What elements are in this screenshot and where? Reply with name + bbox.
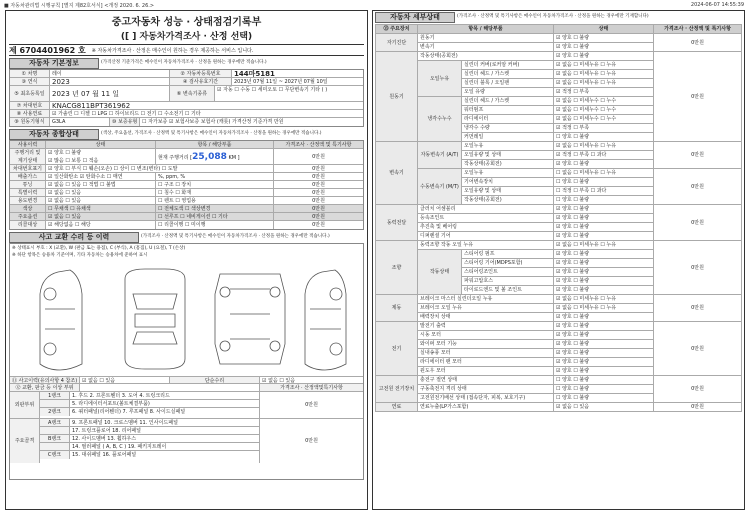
detail-item: 라디에이터 [462, 115, 554, 124]
label-warranty: ⑩ 보증유형 [110, 118, 140, 126]
label-tuning: 튜닝 [10, 181, 46, 188]
detail-status: ☑ 양호 ☐ 불량 [554, 34, 654, 43]
detail-item: 발전기 출력 [418, 322, 554, 331]
detail-group-label: 작동상태 [418, 250, 462, 295]
detail-row [376, 403, 742, 412]
detail-status: ☑ 양호 ☐ 불량 [554, 340, 654, 349]
label-emission: 배출가스 [10, 173, 46, 180]
state-color: ☐ 무채색 ☐ 유채색 [46, 205, 156, 212]
mileage-level: ☑ 많음 ☐ 보통 ☐ 적음 [48, 158, 99, 164]
label-car-name: ① 차명 [10, 70, 50, 77]
accident-legend-1: ※ 상태표시 부호 : X (교환), W (판금 또는 용접), C (부식), A (흠집), U (요철), T (손상) [12, 246, 186, 251]
detail-item: 실린더 헤드 / 가스켓 [462, 70, 554, 79]
overall-header [9, 129, 364, 140]
accident-block [9, 243, 364, 480]
detail-device-label: 동력전달 [376, 205, 418, 241]
overall-title: 자동차 종합상태 [9, 129, 99, 140]
detail-item: 배력장치 상태 [418, 313, 554, 322]
right-panel [372, 10, 745, 510]
label-first-registration: ⑤ 최초등록일 [10, 86, 50, 101]
rank-b-parts: 12. 사이드멤버 13. 휠하우스 [72, 436, 137, 442]
detail-item: 충전구 절연 상태 [418, 376, 554, 385]
value-engine-type: G3LA [50, 118, 110, 126]
detail-status: ☑ 적정 ☐ 부족 [554, 124, 654, 133]
detail-status: ☑ 양호 ☐ 불량 [554, 250, 654, 259]
state-emission: ☑ 일산화탄소 ☑ 탄화수소 ☐ 매연 [46, 173, 156, 180]
price-main-frame: 0만원 [305, 438, 318, 444]
value-year: 2023 [50, 78, 170, 85]
detail-item: 와이퍼 모터 기능 [418, 340, 554, 349]
label-plate: ② 자동차등록번호 [170, 70, 232, 77]
detail-status: ☐ 적정 ☐ 부족 ☐ 과다 [554, 187, 654, 196]
top-bar [4, 2, 746, 10]
detail-price: 0만원 [654, 52, 742, 142]
detail-item: 동력조향 작동 오일 누유 [418, 241, 554, 250]
detail-row [376, 142, 742, 151]
label-mileage: 주행거리 및 계기상태 [10, 149, 46, 164]
value-vin: KNACG811BPT361962 [52, 102, 131, 109]
basic-info-note: (가격산정 기준가격은 매수인이 자동차가격조사 · 산정을 원하는 경우에만 적습니다.) [101, 60, 267, 65]
detail-status: ☑ 양호 ☐ 불량 [554, 367, 654, 376]
detail-status: ☑ 양호 ☐ 불량 [554, 223, 654, 232]
detail-header [375, 12, 742, 23]
label-outer-panel: 외판부위 [10, 392, 40, 418]
detail-row [376, 52, 742, 61]
detail-row [376, 205, 742, 214]
value-transmission: ☑ 자동 ☐ 수동 ☐ 세미오토 ☐ 무단변속기 기타 ( ) [217, 87, 328, 93]
detail-status: ☑ 양호 ☐ 불량 [554, 322, 654, 331]
detail-item: 라디에이터 팬 모터 [418, 358, 554, 367]
car-diagram [30, 264, 350, 374]
price-emission: 0만원 [312, 174, 325, 180]
detail-item: 등속조인트 [418, 214, 554, 223]
document-subtitle: ([ ] 자동차가격조사 · 산정 선택) [120, 32, 253, 42]
value-car-name: 레이 [50, 70, 170, 77]
label-year: ③ 연식 [10, 78, 50, 85]
print-timestamp: 2024-06-07 14:55:39 [690, 2, 744, 8]
label-parts-price: 가격조사 · 산정액및특기사항 [260, 384, 363, 391]
item-options: ☐ 선루프 ☐ 네비게이션 ☐ 기타 [156, 213, 274, 220]
price-options: 0만원 [312, 214, 325, 220]
value-plate: 144마5181 [234, 70, 275, 77]
price-tuning: 0만원 [312, 182, 325, 188]
rank-2: 2랭크 [40, 408, 70, 416]
detail-status: ☑ 양호 ☐ 불량 [554, 286, 654, 295]
label-vin: ⑦ 차대번호 [10, 102, 50, 109]
detail-item: 클러치 어셈블리 [418, 205, 554, 214]
mileage-state: ☑ 양호 ☐ 불량 [48, 150, 82, 156]
state-accident-history: ☑ 없음 ☐ 있음 [80, 377, 170, 383]
detail-status: ☑ 양호 ☐ 불량 [554, 205, 654, 214]
detail-status: ☑ 없음 ☐ 미세누수 ☐ 누수 [554, 115, 654, 124]
detail-status: ☑ 없음 ☐ 미세누유 ☐ 누유 [554, 142, 654, 151]
detail-item: 기어변속장치 [462, 178, 554, 187]
col-item: 항목 / 해당부품 [156, 141, 274, 148]
detail-table-wrap [375, 24, 742, 412]
accident-legend-2: ※ 하단 항목은 승용차 기준이며, 기타 자동차는 승용차에 준하여 표시 [12, 253, 148, 258]
price-color: 0만원 [312, 206, 325, 212]
detail-status: ☐ 양호 ☐ 불량 [554, 196, 654, 205]
form-reference: ■ 자동차관리법 시행규칙 [별지 제82호서식] <개정 2020. 6. 26.> [4, 3, 155, 9]
rank-2-parts: 6. 쿼터패널(리어휀더) 7. 루프패널 8. 사이드실패널 [72, 409, 186, 415]
detail-item: 오일누유 [462, 142, 554, 151]
detail-row [376, 376, 742, 385]
detail-status: ☑ 양호 ☐ 불량 [554, 349, 654, 358]
detail-price: 0만원 [654, 322, 742, 376]
document-title: 중고자동차 성능 · 상태점검기록부 [111, 17, 262, 28]
detail-row [376, 169, 742, 178]
label-options: 주요옵션 [10, 213, 46, 220]
detail-device-label: 연료 [376, 403, 418, 412]
detail-status: ☑ 없음 ☐ 있음 [554, 403, 654, 412]
price-recall: 0만원 [312, 222, 325, 228]
rank-a2-parts: 17. 트렁크플로어 18. 리어패널 [72, 428, 141, 434]
item-recall: ☐ 리콜이행 ☐ 미이행 [156, 221, 274, 229]
item-special-history: ☐ 침수 ☐ 화재 [156, 189, 274, 196]
label-color: 색상 [10, 205, 46, 212]
detail-item: 실린더 블록 / 오일팬 [462, 79, 554, 88]
detail-item: 구동축전지 격리 상태 [418, 385, 554, 394]
rank-1b [40, 400, 70, 407]
mileage-label: 현재 주행거리 [ [158, 155, 193, 161]
value-inspection-period: 2023년 07월 11일 ~ 2027년 07월 10일 [234, 79, 328, 85]
state-vin-mark: ☑ 양호 ☐ 부식 ☐ 훼손(오손) ☐ 상이 ☐ 변조(변타) ☐ 도말 [46, 165, 274, 172]
detail-group-label: 자동변속기 (A/T) [418, 142, 462, 169]
detail-item: 작동상태(공회전) [462, 196, 554, 205]
label-main-frame: 주요골격 [10, 419, 40, 463]
detail-item: 실내송풍 모터 [418, 349, 554, 358]
item-emission: %, ppm, % [156, 173, 274, 180]
state-recall: ☑ 해당없음 ☐ 해당 [46, 221, 156, 229]
col-status: 상태 [554, 25, 654, 34]
detail-table [375, 24, 742, 412]
col-part: 항목 / 해당부품 [418, 25, 554, 34]
document-number: 제 6704401962 호 [9, 45, 86, 55]
detail-item: 시동 모터 [418, 331, 554, 340]
detail-status: ☑ 양호 ☐ 불량 [554, 43, 654, 52]
detail-status: ☑ 적정 ☐ 부족 ☐ 과다 [554, 151, 654, 160]
rank-b2-parts: 14. 필러패널 ( A, B, C ) 19. 패키지트레이 [72, 444, 167, 450]
detail-group-label: 수동변속기 (M/T) [418, 169, 462, 205]
detail-item: 오일 유량 [462, 88, 554, 97]
item-usage-change: ☐ 렌트 ☐ 영업용 [156, 197, 274, 204]
accident-header [9, 232, 364, 243]
detail-status: ☑ 양호 ☐ 불량 [554, 358, 654, 367]
label-transmission: ⑥ 변속기종류 [170, 86, 215, 101]
detail-item: 고전원전기배선 상태 (접속단자, 피복, 보호기구) [418, 394, 554, 403]
state-tuning: ☑ 없음 ☐ 있음 ☐ 적법 ☐ 불법 [46, 181, 156, 188]
label-special-history: 특별이력 [10, 189, 46, 196]
detail-status: ☐ 양호 ☐ 불량 [554, 376, 654, 385]
detail-item: 변속기 [418, 43, 554, 52]
price-outer-panel: 0만원 [305, 402, 318, 408]
detail-status: ☑ 없음 ☐ 미세누수 ☐ 누수 [554, 97, 654, 106]
detail-note: (가격조사 · 산정액 및 특기사항은 매수인이 자동차가격조사 · 산정을 원하는 경우에만 기재합니다) [457, 14, 649, 19]
value-first-registration: 2023 년 07 월 11 일 [50, 86, 170, 101]
mileage-value: 25,088 [192, 152, 227, 162]
detail-status: ☐ 없음 ☐ 미세누유 ☐ 누유 [554, 169, 654, 178]
detail-item: 오일유량 및 상태 [462, 151, 554, 160]
state-options: ☑ 없음 ☐ 있음 [46, 213, 156, 220]
detail-item: 디퍼렌셜 기어 [418, 232, 554, 241]
rank-1: 1랭크 [40, 392, 70, 399]
detail-device-label: 전기 [376, 322, 418, 376]
detail-item: 연료누출(LP가스포함) [418, 403, 554, 412]
value-fuel: ☑ 가솔린 ☐ 디젤 ☐ LPG ☐ 하이브리드 ☐ 전기 ☐ 수소전기 ☐ 기타 [52, 111, 201, 117]
price-vin-mark: 0만원 [312, 166, 325, 172]
detail-device-label: 자기진단 [376, 34, 418, 52]
detail-item: 원동기 [418, 34, 554, 43]
detail-item: 타이로드엔드 및 볼 조인트 [462, 286, 554, 295]
detail-item: 실린더 헤드 / 가스켓 [462, 97, 554, 106]
col-detail-price: 가격조사 · 산정액 및 특기사항 [654, 25, 742, 34]
detail-row [376, 322, 742, 331]
label-simple-repair: 단순수리 [170, 377, 260, 383]
state-special-history: ☑ 없음 ☐ 있음 [46, 189, 156, 196]
overall-table: 사용이력 상태 항목 / 해당부품 가격조사 · 산정액 및 특기사항 주행거리 및 계기상태 ☑ 양호 ☐ 불량 ☑ 많음 ☐ 보통 ☐ 적음 현재 주행거리 [25,088 KM ] 0만원 차대번호표기 ☑ 양호 ☐ 부식 ☐ 훼손(오손) ☐ 상이 ☐ 변조(변타) ☐ 도말 0만원 배출가스 ☑ 일산화탄소 ☑ 탄화수소 ☐ 매연 %, ppm, % 0만원 튜닝 ☑ 없음 ☐ 있음 ☐ 적법 ☐ 불법 ☐ 구조 ☐ 장치 0만원 특별이력 ☑ 없음 ☐ 있음 ☐ 침수 ☐ 화재 0만원 용도변경 ☑ 없음 ☐ 있음 ☐ 렌트 ☐ 영업용 0만원 색상 ☐ 무채색 ☐ 유채색 ☐ 전체도색 ☐ 색상변경 0만원 주요옵션 ☑ 없음 ☐ 있음 ☐ 선루프 ☐ 네비게이션 ☐ 기타 0만원 리콜대상 ☑ 해당없음 ☐ 해당 ☐ 리콜이행 ☐ 미이행 0만원 [9, 140, 364, 230]
detail-status: ☑ 양호 ☐ 불량 [554, 331, 654, 340]
detail-item: 스티어링 기어(MDPS포함) [462, 259, 554, 268]
item-color: ☐ 전체도색 ☐ 색상변경 [156, 205, 274, 212]
detail-status: ☐ 양호 ☐ 불량 [554, 178, 654, 187]
detail-device-label: 조향 [376, 241, 418, 295]
rank-a-parts: 9. 프론트패널 10. 크로스멤버 11. 인사이드패널 [72, 420, 178, 426]
basic-info-header [9, 58, 364, 69]
col-device: ⑬ 주요장치 [376, 25, 418, 34]
label-recall: 리콜대상 [10, 221, 46, 229]
detail-price: 0만원 [654, 376, 742, 403]
detail-item: 브레이크 오일 누유 [418, 304, 554, 313]
detail-item: 오일누유 [462, 169, 554, 178]
detail-title: 자동차 세부상태 [375, 12, 455, 23]
rank-1b-parts: 5. 라디에이터서포트(볼트체결부품) [72, 401, 150, 407]
col-use-history: 사용이력 [10, 141, 46, 148]
detail-device-label: 변속기 [376, 142, 418, 205]
detail-item: 워터펌프 [462, 106, 554, 115]
detail-group-label: 오일누유 [418, 61, 462, 97]
basic-info-title: 자동차 기본정보 [9, 58, 99, 69]
left-panel [5, 10, 368, 510]
detail-device-label: 고전원 전기장치 [376, 376, 418, 403]
detail-status: ☑ 양호 ☐ 불량 [554, 214, 654, 223]
document-note: ※ 자동차가격조사 · 산정은 매수인이 원하는 경우 제공하는 서비스 입니다. [91, 47, 254, 54]
label-vin-mark: 차대번호표기 [10, 165, 46, 172]
state-usage-change: ☑ 없음 ☐ 있음 [46, 197, 156, 204]
detail-status: ☑ 없음 ☐ 미세누유 ☐ 누유 [554, 304, 654, 313]
detail-price: 0만원 [654, 403, 742, 412]
detail-item: 추진축 및 베어링 [418, 223, 554, 232]
detail-status: ☑ 양호 ☐ 불량 [554, 259, 654, 268]
detail-item: 윈도우 모터 [418, 367, 554, 376]
detail-price: 0만원 [654, 34, 742, 52]
state-simple-repair: ☑ 없음 ☐ 있음 [262, 378, 296, 383]
detail-status: ☑ 없음 ☐ 미세누유 ☐ 누유 [554, 79, 654, 88]
rank-b: B랭크 [40, 435, 70, 442]
basic-info-table [9, 69, 364, 127]
detail-price: 0만원 [654, 241, 742, 295]
detail-status: ☑ 양호 ☐ 불량 [554, 160, 654, 169]
price-mileage: 0만원 [312, 154, 325, 160]
detail-price: 0만원 [654, 142, 742, 169]
detail-group-label: 냉각수누수 [418, 97, 462, 142]
rank-c-parts: 15. 대쉬패널 16. 플로어패널 [72, 452, 137, 458]
detail-row [376, 295, 742, 304]
detail-status: ☑ 없음 ☐ 미세누유 ☐ 누유 [554, 61, 654, 70]
label-usage-change: 용도변경 [10, 197, 46, 204]
rank-a: A랭크 [40, 419, 70, 426]
detail-item: 실린더 커버(로커암 커버) [462, 61, 554, 70]
price-usage-change: 0만원 [312, 198, 325, 204]
detail-item: 스티어링조인트 [462, 268, 554, 277]
detail-device-label: 제동 [376, 295, 418, 322]
detail-price: 0만원 [654, 205, 742, 241]
detail-item: 오일유량 및 상태 [462, 187, 554, 196]
item-tuning: ☐ 구조 ☐ 장치 [156, 181, 274, 188]
detail-item: 커먼레일 [462, 133, 554, 142]
detail-item: 작동상태(공회전) [462, 160, 554, 169]
detail-status: ☑ 양호 ☐ 불량 [554, 52, 654, 61]
overall-note: (색상, 주요옵션, 가격조사 · 산정액 및 특기사항은 매수인이 자동차가격조사 · 산정을 원하는 경우에만 적습니다.) [101, 131, 322, 136]
detail-status: ☑ 적정 ☐ 부족 [554, 88, 654, 97]
detail-status: ☐ 양호 ☐ 불량 [554, 133, 654, 142]
accident-note: (가격조사 · 산정액 및 특기사항은 매수인이 자동차가격조사 · 산정을 원하는 경우에만 적습니다.) [141, 234, 330, 239]
detail-item: 브레이크 마스터 실린더오일 누유 [418, 295, 554, 304]
rank-b2 [40, 443, 70, 450]
detail-status: ☑ 없음 ☐ 미세누유 ☐ 누유 [554, 70, 654, 79]
detail-status: ☐ 양호 ☐ 불량 [554, 394, 654, 403]
rank-1-parts: 1. 후드 2. 프론트휀더 3. 도어 4. 트렁크리드 [72, 393, 170, 399]
detail-row [376, 34, 742, 43]
label-engine-type: ⑨ 원동기형식 [10, 118, 50, 126]
label-abnormal-parts: ⑫ 교환, 판금 등 이상 부위 [10, 384, 80, 391]
detail-price: 0만원 [654, 295, 742, 322]
detail-status: ☑ 양호 ☐ 불량 [554, 232, 654, 241]
col-state: 상태 [46, 141, 156, 148]
outer-panel-section [10, 392, 363, 419]
detail-device-label: 원동기 [376, 52, 418, 142]
label-inspection-period: ④ 검사유효기간 [170, 78, 232, 85]
main-frame-section [10, 419, 363, 463]
value-warranty: ☐ 자가보증 ☑ 보험사보증 보험사 (캐롯) 가격산정 기준가격 만원 [142, 119, 284, 125]
detail-item: 작동상태(공회전) [418, 52, 554, 61]
detail-status: ☑ 없음 ☐ 미세누유 ☐ 누유 [554, 241, 654, 250]
detail-status: ☐ 양호 ☐ 불량 [554, 385, 654, 394]
mileage-unit: KM [228, 155, 237, 161]
detail-item: 스티어링 펌프 [462, 250, 554, 259]
detail-row [376, 241, 742, 250]
detail-item: 냉각수 수량 [462, 124, 554, 133]
detail-item: 파워고압호스 [462, 277, 554, 286]
detail-status: ☑ 양호 ☐ 불량 [554, 277, 654, 286]
price-special-history: 0만원 [312, 190, 325, 196]
accident-title: 사고 교환 수리 등 이력 [9, 232, 139, 243]
detail-status: ☑ 양호 ☐ 불량 [554, 268, 654, 277]
value-abnormal-parts [80, 384, 260, 391]
detail-status: ☑ 양호 ☐ 불량 [554, 313, 654, 322]
label-accident-history: ⑪ 사고이력(유의사항 4 참조) [10, 377, 80, 383]
rank-a2 [40, 427, 70, 434]
detail-status: ☑ 없음 ☐ 미세누수 ☐ 누수 [554, 106, 654, 115]
rank-c: C랭크 [40, 451, 70, 459]
label-fuel: ⑧ 사용연료 [10, 110, 50, 117]
detail-price: 0만원 [654, 169, 742, 205]
col-price: 가격조사 · 산정액 및 특기사항 [274, 141, 363, 148]
detail-status: ☑ 없음 ☐ 미세누유 ☐ 누유 [554, 295, 654, 304]
